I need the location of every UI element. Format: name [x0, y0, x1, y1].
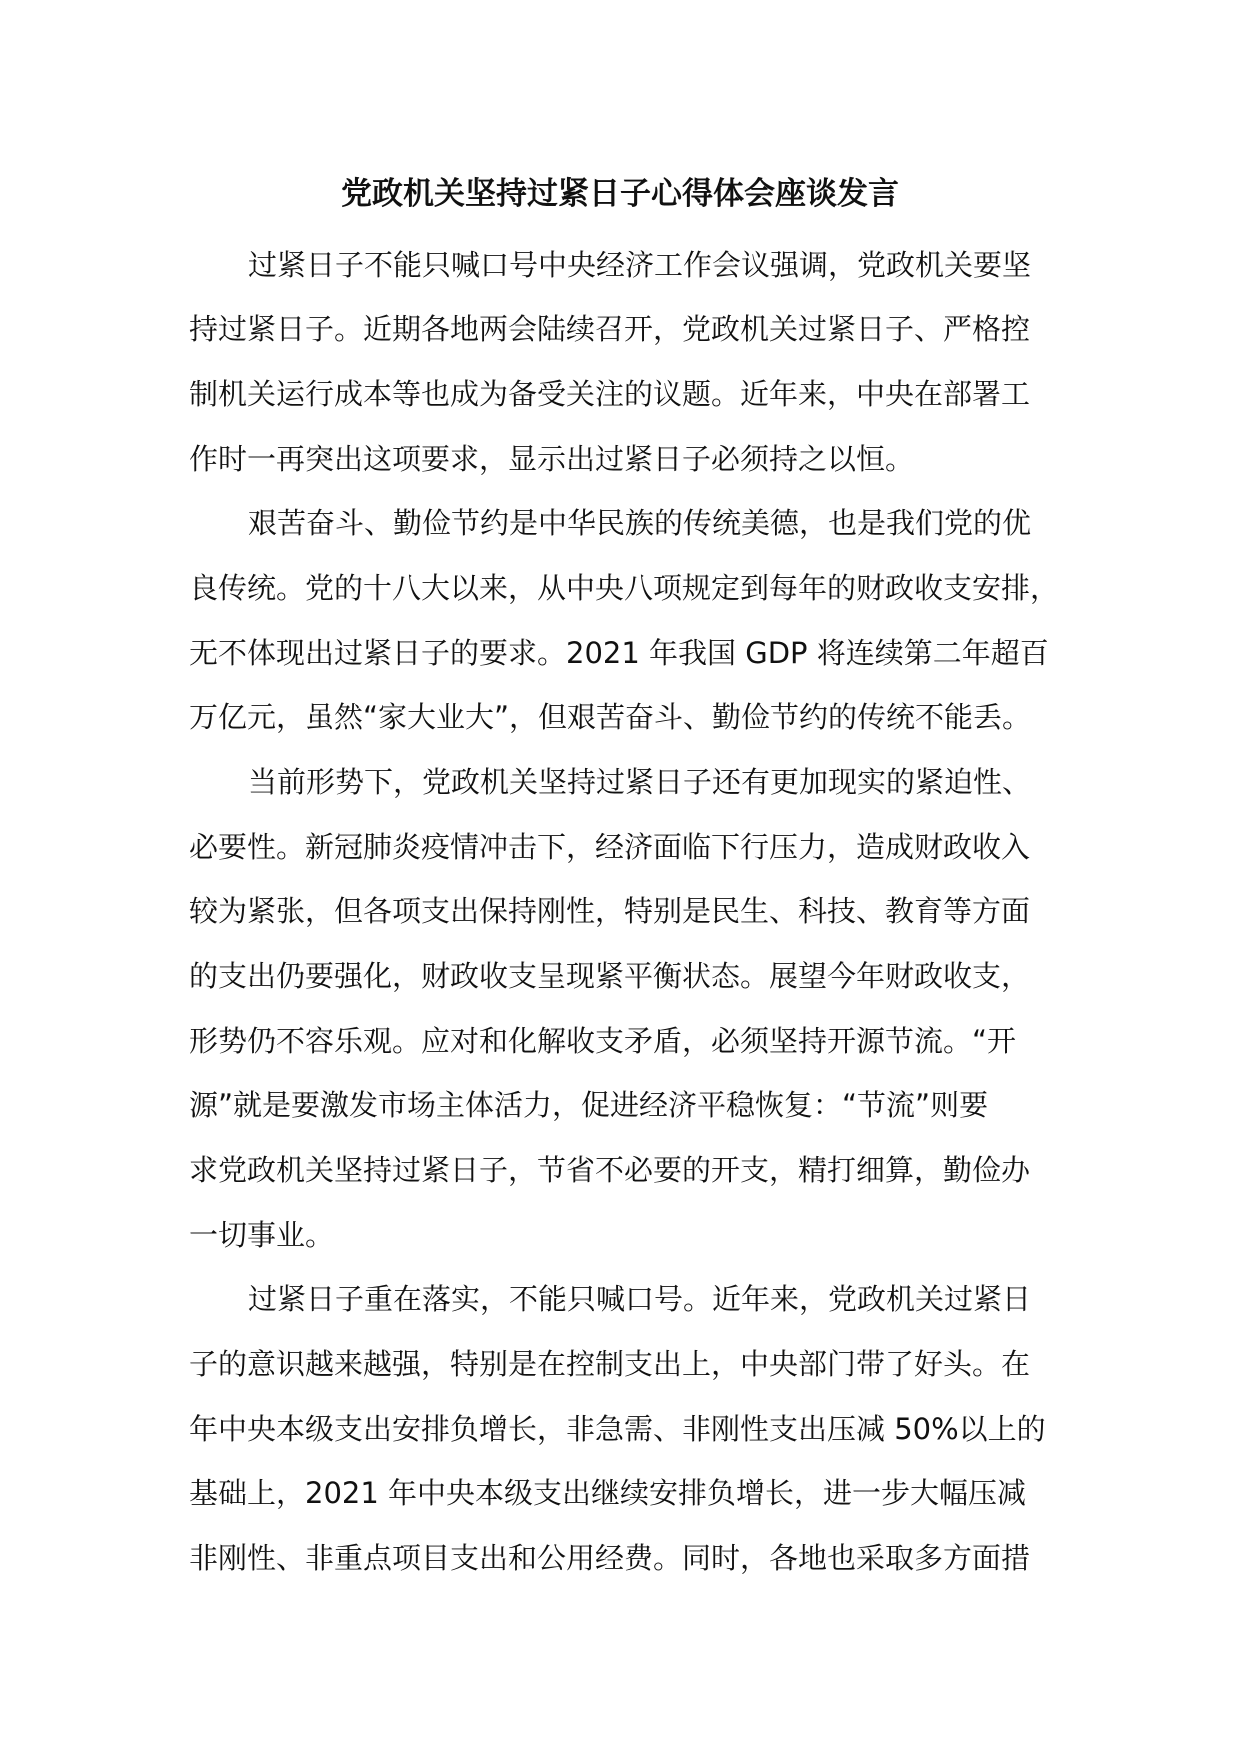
paragraph-line: 良传统。党的十八大以来，从中央八项规定到每年的财政收支安排，	[189, 571, 1060, 605]
paragraph-line: 过紧日子不能只喊口号中央经济工作会议强调，党政机关要坚	[248, 248, 1032, 282]
paragraph-line: 基础上，2021 年中央本级支出继续安排负增长，进一步大幅压减	[189, 1476, 1027, 1510]
paragraph-line: 艰苦奋斗、勤俭节约是中华民族的传统美德，也是我们党的优	[248, 506, 1032, 540]
paragraph-line: 子的意识越来越强，特别是在控制支出上，中央部门带了好头。在	[189, 1347, 1031, 1381]
paragraph-line: 当前形势下，党政机关坚持过紧日子还有更加现实的紧迫性、	[248, 765, 1032, 799]
paragraph-line: 较为紧张，但各项支出保持刚性，特别是民生、科技、教育等方面	[189, 894, 1031, 928]
paragraph-line: 非刚性、非重点项目支出和公用经费。同时，各地也采取多方面措	[189, 1541, 1031, 1575]
paragraph-line: 一切事业。	[189, 1218, 335, 1252]
paragraph-line: 求党政机关坚持过紧日子，节省不必要的开支，精打细算，勤俭办	[189, 1153, 1031, 1187]
paragraph-line: 万亿元，虽然“家大业大”，但艰苦奋斗、勤俭节约的传统不能丢。	[189, 700, 1032, 734]
paragraph-line: 年中央本级支出安排负增长，非急需、非刚性支出压减 50%以上的	[189, 1412, 1046, 1446]
paragraph-line: 持过紧日子。近期各地两会陆续召开，党政机关过紧日子、严格控	[189, 312, 1031, 346]
paragraph-line: 源”就是要激发市场主体活力，促进经济平稳恢复：“节流”则要	[189, 1088, 989, 1122]
paragraph-line: 作时一再突出这项要求，显示出过紧日子必须持之以恒。	[189, 442, 915, 476]
document-title: 党政机关坚持过紧日子心得体会座谈发言	[341, 176, 899, 212]
paragraph-line: 制机关运行成本等也成为备受关注的议题。近年来，中央在部署工	[189, 377, 1031, 411]
paragraph-line: 无不体现出过紧日子的要求。2021 年我国 GDP 将连续第二年超百	[189, 636, 1049, 670]
paragraph-line: 过紧日子重在落实，不能只喊口号。近年来，党政机关过紧日	[248, 1282, 1032, 1316]
paragraph-line: 必要性。新冠肺炎疫情冲击下，经济面临下行压力，造成财政收入	[189, 830, 1031, 864]
paragraph-line: 的支出仍要强化，财政收支呈现紧平衡状态。展望今年财政收支，	[189, 959, 1031, 993]
paragraph-line: 形势仍不容乐观。应对和化解收支矛盾，必须坚持开源节流。“开	[189, 1024, 1017, 1058]
